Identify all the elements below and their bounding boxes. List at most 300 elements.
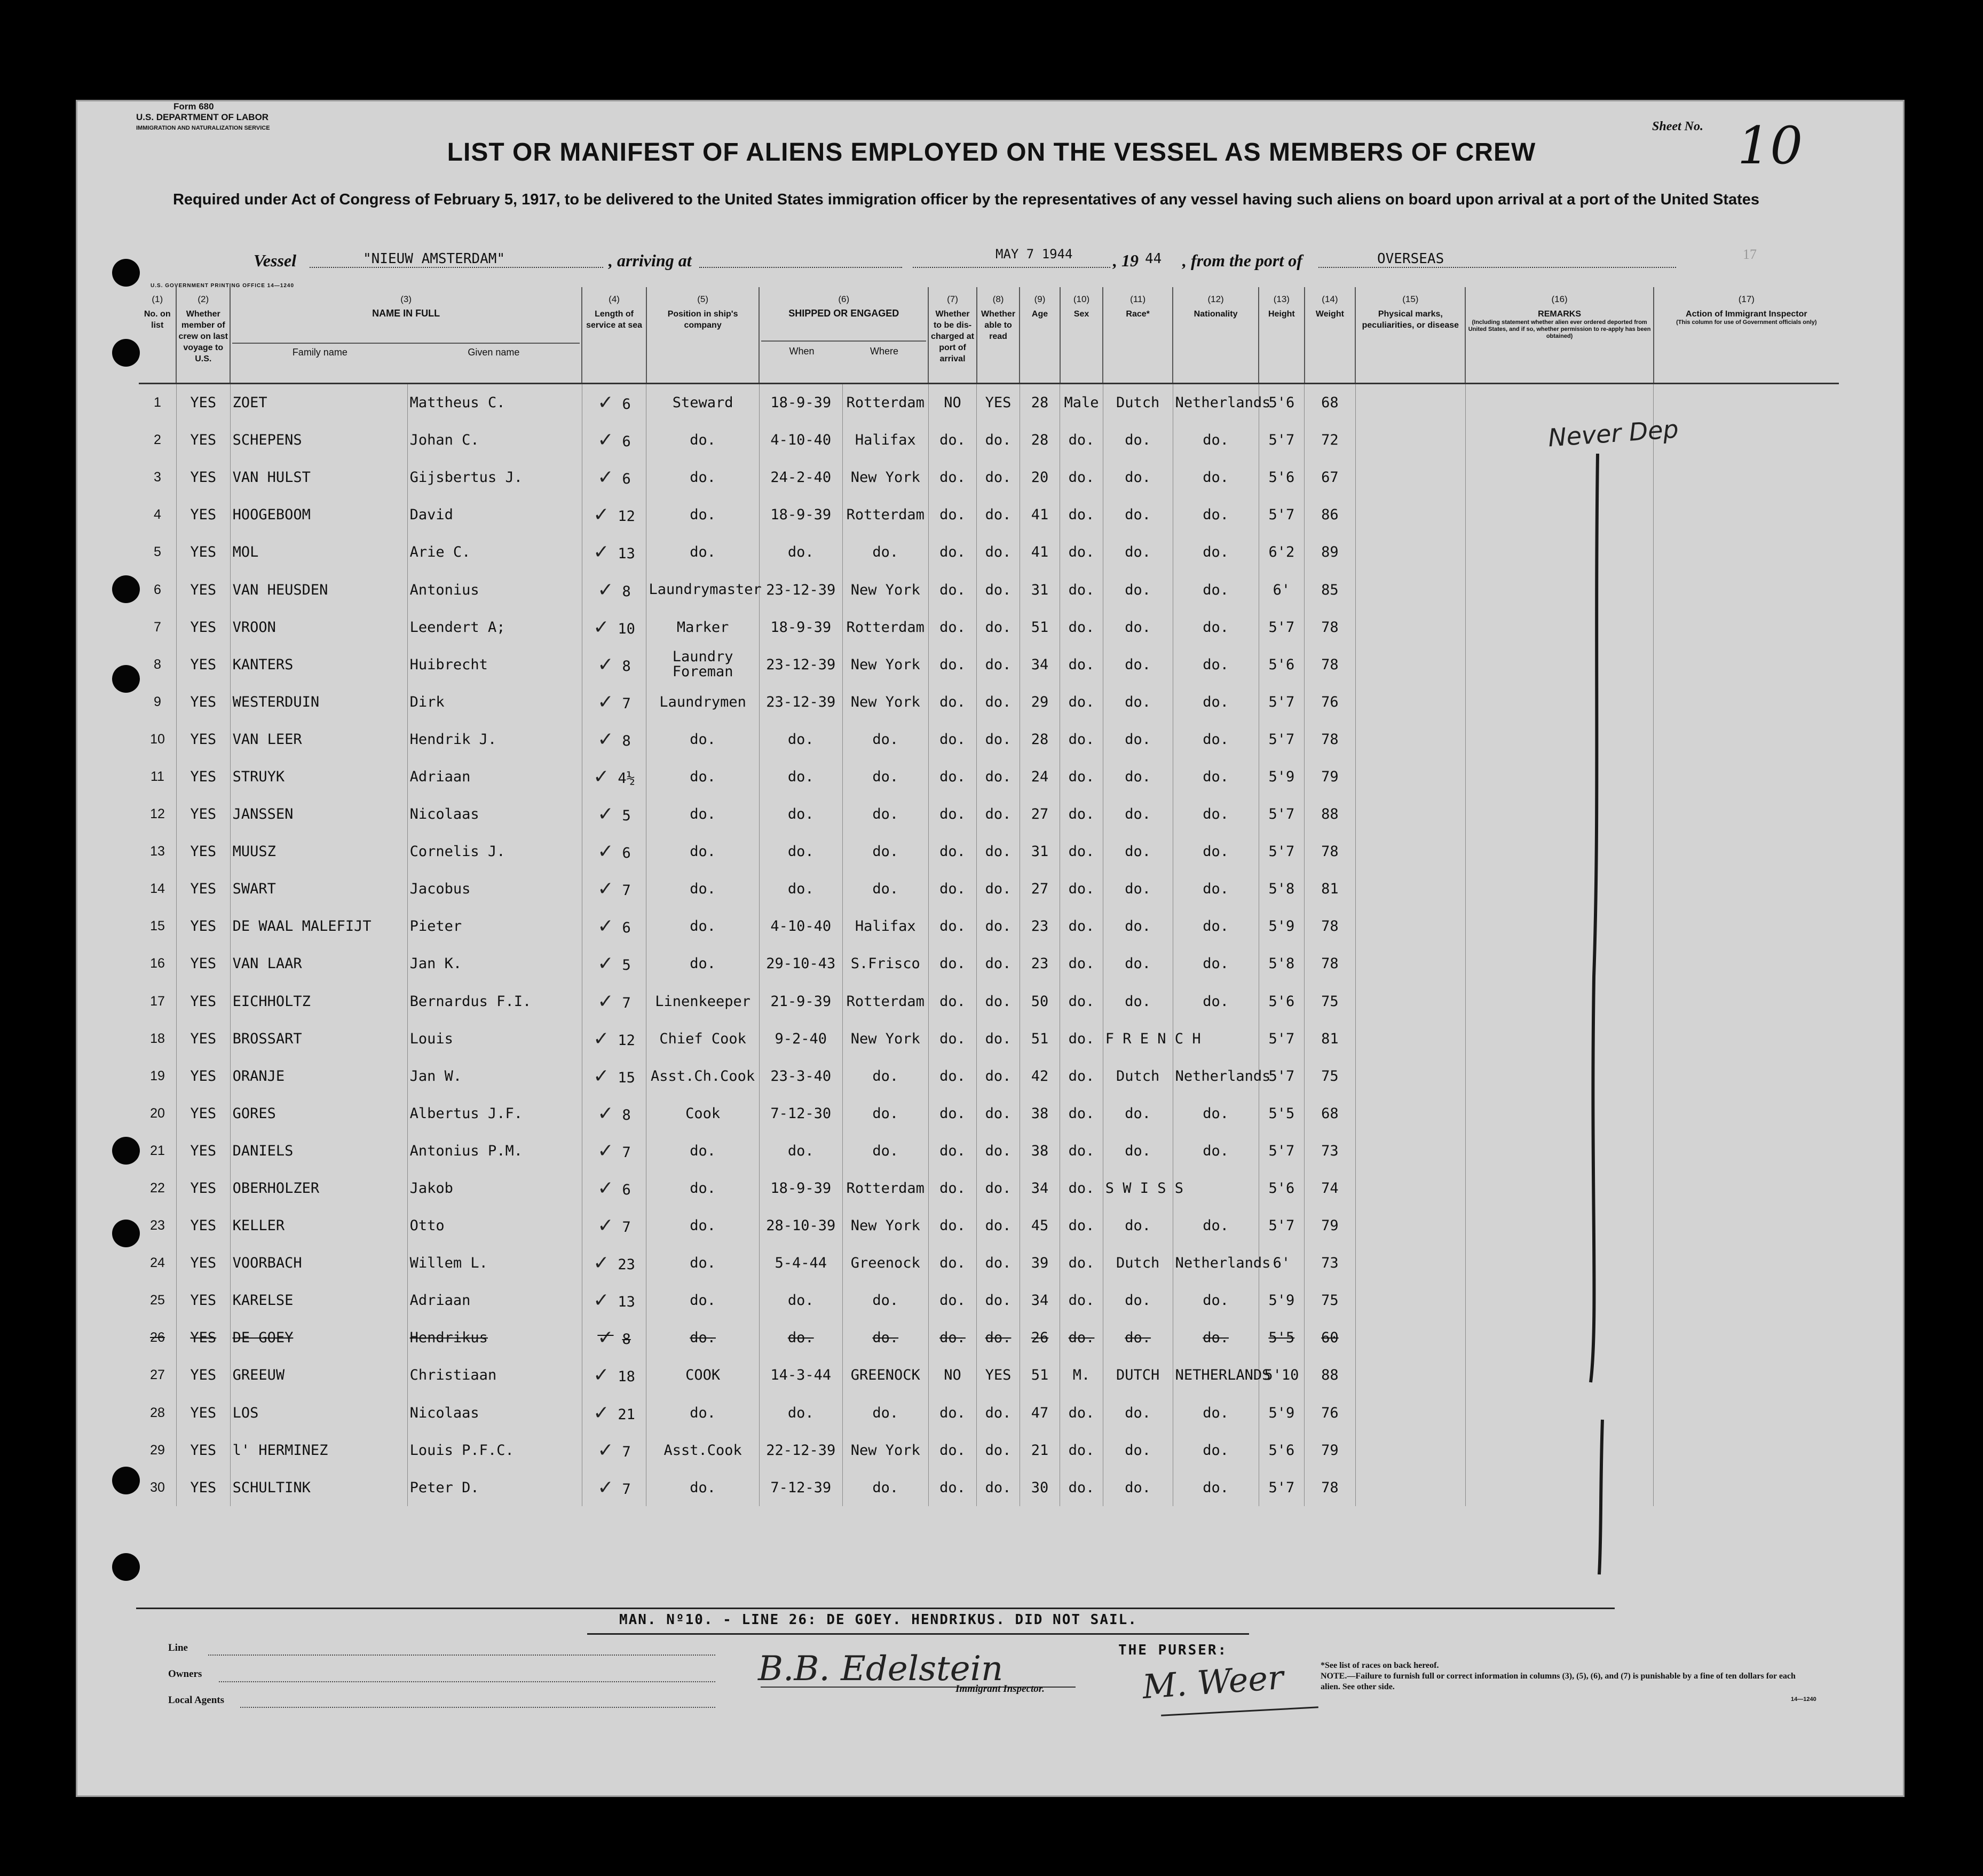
- header-sex: (10) Sex: [1060, 287, 1103, 383]
- cell-when: do.: [759, 833, 842, 870]
- cell-weight: 78: [1305, 945, 1356, 983]
- cell-service: ✓ 6: [582, 833, 646, 870]
- cell-no: 24: [150, 1255, 165, 1271]
- cell-when: 18-9-39: [759, 383, 842, 422]
- cell-age: 26: [1020, 1319, 1060, 1357]
- cell-disch: do.: [928, 908, 977, 945]
- cell-race: do.: [1103, 646, 1173, 683]
- check-mark-icon: ✓: [597, 1439, 614, 1461]
- cell-weight: 75: [1305, 1282, 1356, 1319]
- cell-position: Steward: [646, 383, 759, 422]
- cell-crew: YES: [176, 721, 230, 758]
- cell-height: 5'8: [1259, 870, 1305, 908]
- cell-action: [1654, 1394, 1839, 1431]
- cell-height: 5'7: [1259, 796, 1305, 833]
- cell-where: Rotterdam: [842, 383, 928, 422]
- cell-nat: [1173, 1169, 1259, 1207]
- cell-physical-marks: [1355, 1169, 1465, 1207]
- check-mark-icon: ✓: [597, 841, 614, 863]
- cell-remarks: [1465, 1057, 1653, 1095]
- cell-sex: do.: [1060, 1469, 1103, 1506]
- binder-hole: [112, 1137, 140, 1165]
- cell-service: ✓ 8: [582, 1095, 646, 1132]
- cell-race: Dutch: [1103, 1057, 1173, 1095]
- cell-when: 18-9-39: [759, 1169, 842, 1207]
- cell-position: do.: [646, 945, 759, 983]
- cell-disch: do.: [928, 459, 977, 496]
- cell-service: ✓ 8: [582, 646, 646, 683]
- cell-read: do.: [977, 1319, 1020, 1357]
- cell-height: 6': [1259, 571, 1305, 608]
- cell-height: 5'8: [1259, 945, 1305, 983]
- cell-where: do.: [842, 1057, 928, 1095]
- cell-read: do.: [977, 833, 1020, 870]
- cell-physical-marks: [1355, 683, 1465, 721]
- cell-read: do.: [977, 496, 1020, 534]
- header-discharged: (7) Whether to be dis-charged at port of arrival: [928, 287, 977, 383]
- cell-height: 5'9: [1259, 1394, 1305, 1431]
- cell-read: do.: [977, 608, 1020, 646]
- header-crew: (2) Whether member of crew on last voyage to U.S.: [176, 287, 230, 383]
- purser-signature: M. Weer: [1141, 1657, 1285, 1707]
- binder-hole: [112, 665, 140, 693]
- cell-when: 24-2-40: [759, 459, 842, 496]
- dotted-line: [913, 267, 1110, 268]
- cell-sex: M.: [1060, 1357, 1103, 1394]
- cell-remarks: [1465, 833, 1653, 870]
- sheet-label: Sheet No.: [1652, 120, 1703, 133]
- cell-race: do.: [1103, 422, 1173, 459]
- cell-disch: do.: [928, 1469, 977, 1506]
- cell-no: 12: [150, 806, 165, 822]
- cell-nat: do.: [1173, 459, 1259, 496]
- cell-no: 26: [150, 1330, 165, 1345]
- cell-action: [1654, 983, 1839, 1020]
- cell-family: MOL: [230, 534, 407, 571]
- cell-family: DE GOEY: [230, 1319, 407, 1357]
- cell-read: YES: [977, 1357, 1020, 1394]
- cell-sex: do.: [1060, 908, 1103, 945]
- cell-remarks: [1465, 1207, 1653, 1245]
- cell-position: do.: [646, 870, 759, 908]
- cell-crew: YES: [176, 908, 230, 945]
- line-label: Line: [168, 1642, 188, 1653]
- cell-disch: do.: [928, 796, 977, 833]
- header-given-name: Given name: [468, 347, 520, 358]
- cell-height: 6'2: [1259, 534, 1305, 571]
- cell-remarks: [1465, 1020, 1653, 1057]
- cell-where: do.: [842, 534, 928, 571]
- cell-family: SCHULTINK: [230, 1469, 407, 1506]
- cell-service: ✓ 23: [582, 1245, 646, 1282]
- cell-given: Jacobus: [407, 870, 582, 908]
- cell-height: 5'7: [1259, 1207, 1305, 1245]
- cell-action: [1654, 1020, 1839, 1057]
- cell-no: 4: [154, 507, 161, 523]
- cell-age: 27: [1020, 870, 1060, 908]
- cell-where: Rotterdam: [842, 983, 928, 1020]
- cell-when: 28-10-39: [759, 1207, 842, 1245]
- printing-office-line: U.S. GOVERNMENT PRINTING OFFICE 14—1240: [151, 283, 295, 289]
- cell-race: do.: [1103, 796, 1173, 833]
- cell-where: do.: [842, 1095, 928, 1132]
- cell-no: 7: [154, 619, 161, 635]
- cell-nat: do.: [1173, 1207, 1259, 1245]
- cell-service: ✓ 13: [582, 534, 646, 571]
- cell-physical-marks: [1355, 1207, 1465, 1245]
- cell-crew: YES: [176, 1207, 230, 1245]
- cell-weight: 78: [1305, 608, 1356, 646]
- cell-disch: do.: [928, 534, 977, 571]
- cell-family: VROON: [230, 608, 407, 646]
- cell-physical-marks: [1355, 422, 1465, 459]
- cell-when: do.: [759, 1394, 842, 1431]
- cell-service: ✓ 18: [582, 1357, 646, 1394]
- cell-weight: 72: [1305, 422, 1356, 459]
- vessel-label: Vessel: [254, 251, 296, 270]
- cell-remarks: [1465, 646, 1653, 683]
- cell-given: Hendrikus: [407, 1319, 582, 1357]
- cell-weight: 86: [1305, 496, 1356, 534]
- cell-service: ✓ 10: [582, 608, 646, 646]
- header-no: (1) No. on list: [139, 287, 176, 383]
- cell-disch: do.: [928, 1319, 977, 1357]
- cell-position: Marker: [646, 608, 759, 646]
- cell-physical-marks: [1355, 459, 1465, 496]
- cell-race: do.: [1103, 833, 1173, 870]
- cell-crew: YES: [176, 1245, 230, 1282]
- cell-nat: do.: [1173, 945, 1259, 983]
- cell-when: 14-3-44: [759, 1357, 842, 1394]
- cell-where: do.: [842, 833, 928, 870]
- cell-position: Laundrymen: [646, 683, 759, 721]
- cell-position: Laundrymaster: [646, 571, 759, 608]
- cell-height: 5'6: [1259, 1431, 1305, 1469]
- cell-physical-marks: [1355, 496, 1465, 534]
- cell-height: 5'7: [1259, 496, 1305, 534]
- cell-disch: do.: [928, 571, 977, 608]
- cell-family: KELLER: [230, 1207, 407, 1245]
- cell-when: 22-12-39: [759, 1431, 842, 1469]
- cell-service: ✓ 13: [582, 1282, 646, 1319]
- check-mark-icon: ✓: [593, 1065, 610, 1087]
- cell-action: [1654, 1469, 1839, 1506]
- cell-crew: YES: [176, 945, 230, 983]
- cell-where: Halifax: [842, 422, 928, 459]
- cell-race: do.: [1103, 1319, 1173, 1357]
- check-mark-icon: ✓: [593, 1027, 610, 1050]
- cell-height: 5'9: [1259, 908, 1305, 945]
- cell-action: [1654, 1431, 1839, 1469]
- cell-height: 5'9: [1259, 1282, 1305, 1319]
- cell-physical-marks: [1355, 383, 1465, 422]
- cell-family: BROSSART: [230, 1020, 407, 1057]
- cell-nat: do.: [1173, 608, 1259, 646]
- header-when: When: [789, 346, 815, 357]
- cell-remarks: [1465, 870, 1653, 908]
- cell-where: do.: [842, 796, 928, 833]
- cell-family: VAN LEER: [230, 721, 407, 758]
- header-race: (11) Race*: [1103, 287, 1173, 383]
- cell-disch: do.: [928, 422, 977, 459]
- check-mark-icon: ✓: [593, 504, 610, 526]
- cell-race: Dutch: [1103, 383, 1173, 422]
- cell-sex: do.: [1060, 833, 1103, 870]
- cell-given: Bernardus F.I.: [407, 983, 582, 1020]
- cell-family: WESTERDUIN: [230, 683, 407, 721]
- cell-height: 5'7: [1259, 422, 1305, 459]
- cell-when: 29-10-43: [759, 945, 842, 983]
- cell-disch: do.: [928, 758, 977, 795]
- cell-where: Halifax: [842, 908, 928, 945]
- check-mark-icon: ✓: [597, 466, 614, 489]
- cell-age: 45: [1020, 1207, 1060, 1245]
- binder-hole: [112, 1467, 140, 1494]
- line-dotted: [208, 1655, 715, 1656]
- cell-age: 39: [1020, 1245, 1060, 1282]
- cell-sex: do.: [1060, 534, 1103, 571]
- cell-height: 6': [1259, 1245, 1305, 1282]
- owners-label: Owners: [168, 1668, 202, 1680]
- cell-disch: do.: [928, 1132, 977, 1169]
- cell-where: New York: [842, 1431, 928, 1469]
- cell-position: do.: [646, 1245, 759, 1282]
- cell-physical-marks: [1355, 870, 1465, 908]
- cell-weight: 88: [1305, 796, 1356, 833]
- cell-remarks: [1465, 945, 1653, 983]
- cell-when: 4-10-40: [759, 422, 842, 459]
- cell-race: do.: [1103, 758, 1173, 795]
- cell-given: Antonius P.M.: [407, 1132, 582, 1169]
- cell-remarks: [1465, 683, 1653, 721]
- cell-given: Hendrik J.: [407, 721, 582, 758]
- cell-where: do.: [842, 721, 928, 758]
- cell-sex: do.: [1060, 983, 1103, 1020]
- cell-age: 38: [1020, 1095, 1060, 1132]
- cell-when: 7-12-39: [759, 1469, 842, 1506]
- cell-sex: do.: [1060, 1431, 1103, 1469]
- cell-disch: NO: [928, 383, 977, 422]
- cell-remarks: [1465, 571, 1653, 608]
- check-mark-icon: ✓: [597, 990, 614, 1012]
- cell-given: Nicolaas: [407, 1394, 582, 1431]
- header-physical-marks: (15) Physical marks, peculiarities, or disease: [1355, 287, 1465, 383]
- remarks-bracket-line: [1575, 443, 1617, 1590]
- cell-sex: do.: [1060, 571, 1103, 608]
- cell-crew: YES: [176, 683, 230, 721]
- cell-read: do.: [977, 646, 1020, 683]
- cell-height: 5'9: [1259, 758, 1305, 795]
- cell-disch: do.: [928, 683, 977, 721]
- cell-position: do.: [646, 1394, 759, 1431]
- cell-position: Chief Cook: [646, 1020, 759, 1057]
- cell-remarks: [1465, 1469, 1653, 1506]
- cell-crew: YES: [176, 383, 230, 422]
- cell-weight: 81: [1305, 1020, 1356, 1057]
- header-row: [139, 287, 1839, 383]
- cell-crew: YES: [176, 983, 230, 1020]
- cell-read: do.: [977, 1431, 1020, 1469]
- cell-position: do.: [646, 1469, 759, 1506]
- cell-where: Rotterdam: [842, 1169, 928, 1207]
- check-mark-icon: ✓: [597, 579, 614, 601]
- cell-disch: do.: [928, 646, 977, 683]
- cell-sex: do.: [1060, 1057, 1103, 1095]
- cell-when: do.: [759, 721, 842, 758]
- cell-when: 23-12-39: [759, 683, 842, 721]
- cell-when: 21-9-39: [759, 983, 842, 1020]
- cell-where: Rotterdam: [842, 608, 928, 646]
- cell-physical-marks: [1355, 833, 1465, 870]
- cell-when: 7-12-30: [759, 1095, 842, 1132]
- page-subtitle: Required under Act of Congress of February 5, 1917, to be delivered to the United States immigration officer by the representatives of any vessel having such aliens on board upon arrival at a port of the United States: [172, 191, 1760, 208]
- cell-weight: 60: [1305, 1319, 1356, 1357]
- cell-no: 23: [150, 1218, 165, 1233]
- cell-height: 5'7: [1259, 1057, 1305, 1095]
- check-mark-icon: ✓: [597, 653, 614, 676]
- cell-no: 8: [154, 656, 161, 672]
- cell-read: do.: [977, 983, 1020, 1020]
- cell-family: JANSSEN: [230, 796, 407, 833]
- cell-age: 50: [1020, 983, 1060, 1020]
- purser-label: THE PURSER:: [1118, 1642, 1228, 1658]
- cell-service: ✓ 7: [582, 1207, 646, 1245]
- cell-weight: 67: [1305, 459, 1356, 496]
- cell-no: 28: [150, 1405, 165, 1420]
- cell-read: do.: [977, 1169, 1020, 1207]
- cell-disch: do.: [928, 1169, 977, 1207]
- cell-action: [1654, 796, 1839, 833]
- cell-no: 5: [154, 544, 161, 560]
- cell-crew: YES: [176, 1394, 230, 1431]
- cell-family: EICHHOLTZ: [230, 983, 407, 1020]
- owners-dotted: [219, 1681, 715, 1682]
- cell-position: COOK: [646, 1357, 759, 1394]
- cell-weight: 78: [1305, 721, 1356, 758]
- cell-crew: YES: [176, 1319, 230, 1357]
- cell-race: do.: [1103, 459, 1173, 496]
- cell-nat: do.: [1173, 683, 1259, 721]
- cell-physical-marks: [1355, 796, 1465, 833]
- check-mark-icon: ✓: [597, 1215, 614, 1237]
- cell-height: 5'6: [1259, 383, 1305, 422]
- cell-no: 14: [150, 881, 165, 897]
- cell-crew: YES: [176, 496, 230, 534]
- cell-given: Adriaan: [407, 1282, 582, 1319]
- cell-physical-marks: [1355, 945, 1465, 983]
- cell-weight: 68: [1305, 383, 1356, 422]
- cell-where: S.Frisco: [842, 945, 928, 983]
- cell-position: do.: [646, 534, 759, 571]
- cell-position: do.: [646, 758, 759, 795]
- cell-physical-marks: [1355, 1357, 1465, 1394]
- cell-given: Jan W.: [407, 1057, 582, 1095]
- cell-service: ✓ 15: [582, 1057, 646, 1095]
- cell-nat: do.: [1173, 1095, 1259, 1132]
- check-mark-icon: ✓: [597, 691, 614, 713]
- cell-physical-marks: [1355, 908, 1465, 945]
- cell-where: Rotterdam: [842, 496, 928, 534]
- cell-crew: YES: [176, 534, 230, 571]
- cell-physical-marks: [1355, 1245, 1465, 1282]
- header-shipped: (6) SHIPPED OR ENGAGED When Where: [759, 287, 928, 383]
- cell-read: do.: [977, 459, 1020, 496]
- cell-age: 41: [1020, 496, 1060, 534]
- cell-service: ✓ 12: [582, 496, 646, 534]
- cell-action: [1654, 945, 1839, 983]
- faint-number: 17: [1743, 247, 1757, 262]
- binder-hole: [112, 1553, 140, 1581]
- cell-given: Louis P.F.C.: [407, 1431, 582, 1469]
- cell-family: MUUSZ: [230, 833, 407, 870]
- cell-read: do.: [977, 796, 1020, 833]
- cell-physical-marks: [1355, 608, 1465, 646]
- check-mark-icon: ✓: [597, 1327, 614, 1349]
- check-mark-icon: ✓: [597, 1177, 614, 1200]
- cell-no: 13: [150, 844, 165, 859]
- inspector-label: Immigrant Inspector.: [955, 1683, 1045, 1695]
- arrival-date: MAY 7 1944: [996, 247, 1073, 262]
- cell-read: do.: [977, 758, 1020, 795]
- dotted-line: [310, 267, 603, 268]
- penalty-footnote: NOTE.—Failure to furnish full or correct information in columns (3), (5), (6), and (7) is punishable by a fine of ten dollars for each alien. See other side.: [1321, 1672, 1796, 1691]
- cell-disch: do.: [928, 1057, 977, 1095]
- cell-disch: do.: [928, 870, 977, 908]
- cell-read: do.: [977, 1095, 1020, 1132]
- dotted-line: [1318, 267, 1676, 268]
- cell-weight: 79: [1305, 758, 1356, 795]
- cell-sex: do.: [1060, 1169, 1103, 1207]
- cell-age: 41: [1020, 534, 1060, 571]
- cell-physical-marks: [1355, 534, 1465, 571]
- cell-read: do.: [977, 1282, 1020, 1319]
- cell-position: do.: [646, 1132, 759, 1169]
- cell-height: 5'6: [1259, 1169, 1305, 1207]
- cell-crew: YES: [176, 796, 230, 833]
- cell-action: [1654, 1207, 1839, 1245]
- cell-where: do.: [842, 1394, 928, 1431]
- cell-age: 31: [1020, 833, 1060, 870]
- cell-service: ✓ 7: [582, 870, 646, 908]
- cell-physical-marks: [1355, 1469, 1465, 1506]
- cell-action: [1654, 833, 1839, 870]
- cell-family: ZOET: [230, 383, 407, 422]
- cell-sex: do.: [1060, 459, 1103, 496]
- cell-read: do.: [977, 908, 1020, 945]
- cell-read: do.: [977, 1469, 1020, 1506]
- cell-family: ORANJE: [230, 1057, 407, 1095]
- cell-remarks: [1465, 1357, 1653, 1394]
- local-agents-label: Local Agents: [168, 1695, 225, 1706]
- cell-weight: 88: [1305, 1357, 1356, 1394]
- cell-when: do.: [759, 1132, 842, 1169]
- cell-disch: do.: [928, 1394, 977, 1431]
- cell-where: do.: [842, 1469, 928, 1506]
- cell-given: Otto: [407, 1207, 582, 1245]
- cell-weight: 73: [1305, 1132, 1356, 1169]
- cell-read: YES: [977, 383, 1020, 422]
- cell-read: do.: [977, 571, 1020, 608]
- header-remarks: (16) REMARKS (Including statement whether alien ever ordered deported from United States, and if so, whether permission to re-apply has been obtained): [1465, 287, 1653, 383]
- cell-age: 20: [1020, 459, 1060, 496]
- note-underline: [587, 1633, 1249, 1635]
- cell-service: ✓ 7: [582, 983, 646, 1020]
- cell-race: do.: [1103, 1394, 1173, 1431]
- cell-weight: 85: [1305, 571, 1356, 608]
- cell-when: do.: [759, 1319, 842, 1357]
- cell-nat: do.: [1173, 1132, 1259, 1169]
- cell-nat: do.: [1173, 646, 1259, 683]
